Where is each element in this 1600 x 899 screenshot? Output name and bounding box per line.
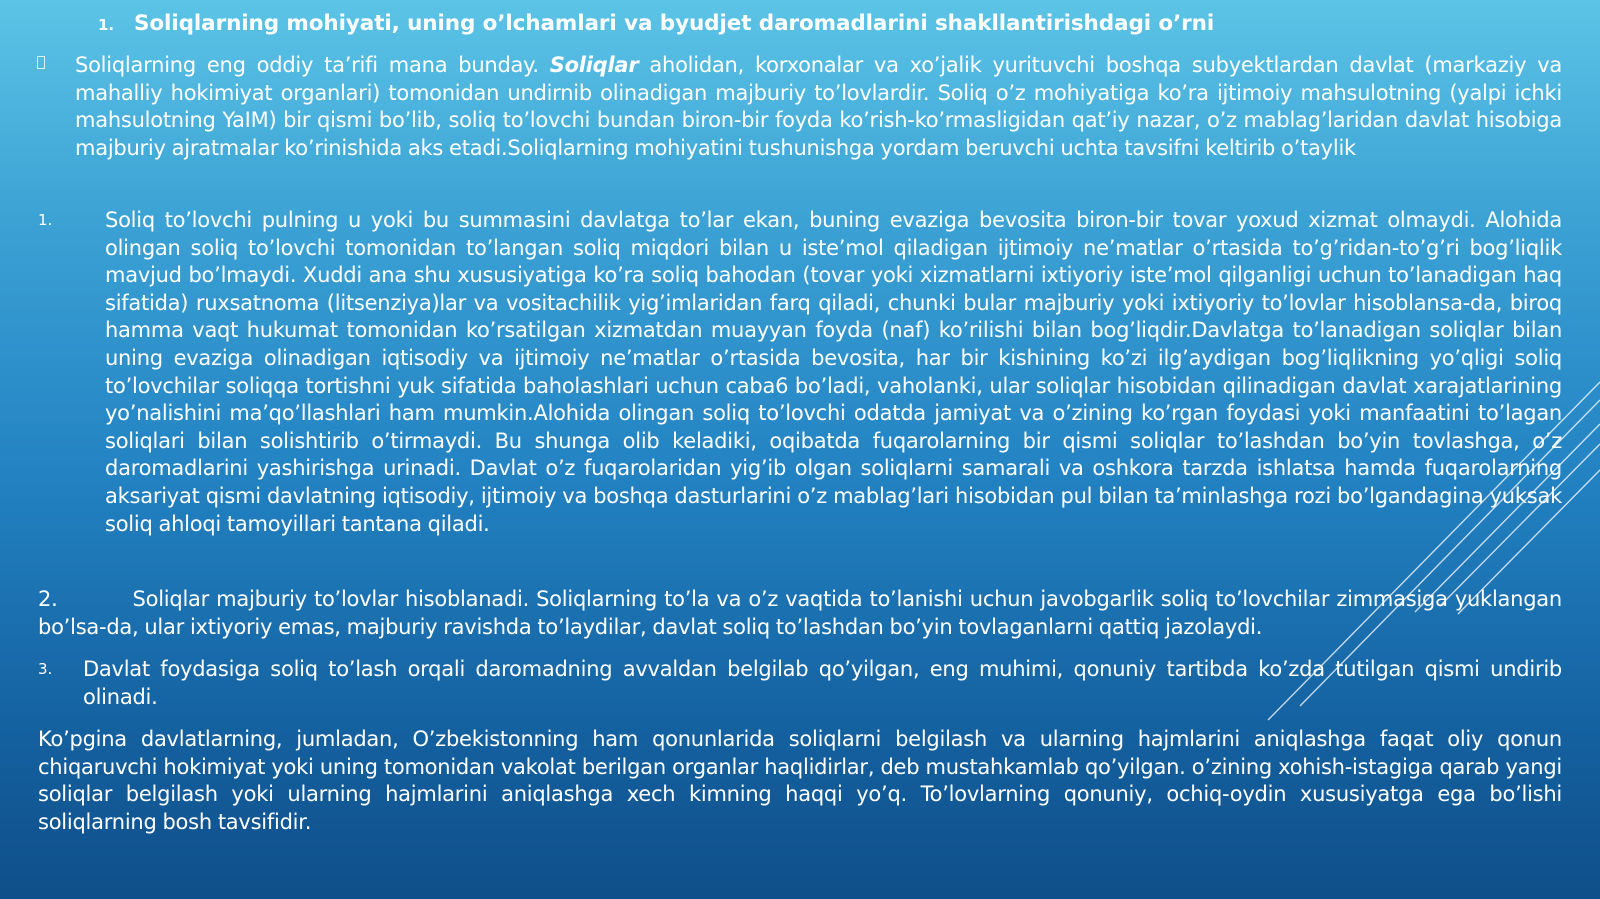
list-item-1-text: Soliq to’lovchi pulning u yoki bu summasini davlatga to’lar ekan, buning evaziga bevosita biron-bir tovar yoxud xizmat olmaydi. Alohida olingan soliq to’lovchi tomonidan to’langan soliq miqdori bilan u iste’mol qiladigan ijtimoiy ne’matlar o’rtasida to’g’ridan-to’g’ri bog’liqlik mavjud bo’lmaydi. Xuddi ana shu xususiyatiga ko’ra soliq bahodan (tovar yoki xizmatlarni ixtiyoriy iste’mol qilganligi uchun to’lanadigan haq sifatida) ruxsatnoma (litsenziya)lar va vositachilik yig’imlaridan farq qiladi, chunki bular majburiy yoki ixtiyoriy to’lovlar hisoblansa-da, biroq hamma vaqt hukumat tomonidan ko’rsatilgan xizmatdan muayyan foyda (naf) ko’rilishi bilan bog’liqdir.Davlatga to’lanadigan soliqlar bilan uning evaziga olinadigan iqtisodiy va ijtimoiy ne’matlar o’rtasida bevosita, har bir kishining ko’zi ilg’aydigan bog’liqlikning yo’qligi soliq to’lovchilar soliqqa tortishni yuk sifatida baholashlari uchun caba6 bo’ladi, vaholanki, ular soliqlar hisobidan qilinadigan davlat xarajatlarining yo’nalishini ma’qo’llashlari ham mumkin.Alohida olingan soliq to’lovchi odatda jamiyat va o’zining ko’rgan foydasi yoki manfaatini to’lagan soliqlari bilan solishtirib o’tirmaydi. Bu shunga olib keladiki, oqibatda fuqarolarning bir qismi soliqlar to’lashdan bo’yin tovlashga, o’z daromadlarini yashirishga urinadi. Davlat o’z fuqarolaridan yig’ib olgan soliqlarni samarali va oshkora tarzda ishlatsa hamda fuqarolarning aksariyat qismi davlatning iqtisodiy, ijtimoiy va boshqa dasturlarini o’z mablag’lari hisobidan pul bilan ta’minlashga rozi bo’lgandagina yuksak soliq ahloqi tamoyillari tantana qiladi. [105,208,1562,536]
bullet-icon [37,56,45,69]
list-item-2-number: 2. [38,587,58,611]
title-text: Soliqlarning mohiyati, uning o’lchamlari va byudjet daromadlarini shakllantirishdagi o’rni [134,11,1215,36]
intro-emphasis: Soliqlar [549,53,639,77]
list-item-3-text: Davlat foydasiga soliq to’lash orqali daromadning avvaldan belgilab qo’yilgan, eng muhimi, qonuniy tartibda ko’zda tutilgan qismi undirib olinadi. [83,657,1562,709]
intro-paragraph [75,52,1562,162]
intro-text-after: aholidan, korxonalar va xo’jalik yurituvchi boshqa subyektlardan davlat (markaziy va mahalliy hokimiyat organlari) tomonidan undirnib olinadigan majburiy to’lovlardir. Soliq o’z mohiyatiga ko’ra ijtimoiy mahsulotning (yalpi ichki mahsulotning YaIM) bir qismi bo’lib, soliq to’lovchi bundan biron-bir foyda ko’rish-ko’rmasligidan qat’iy nazar, o’z mablag’laridan davlat hisobiga majburiy ajratmalar ko’rinishida aks etadi.Soliqlarning mohiyatini tushunishga yordam beruvchi uchta tavsifni keltirib o’taylik [75,53,1562,160]
closing-paragraph: Ko’pgina davlatlarning, jumladan, O’zbekistonning ham qonunlarida soliqlarni belgilash va ularning hajmlarini aniqlashga faqat oliy qonun chiqaruvchi hokimiyat yoki uning tomonidan vakolat berilgan organlar haqlidirlar, deb mustahkamlab qo’yilgan. o’zining xohish-istagiga qarab yangi soliqlar belgilash yoki ularning hajmlarini aniqlashga xech kimning haqqi yo’q. To’lovlarning qonuniy, ochiq-oydin xususiyatga ega bo’lishi soliqlarning bosh tavsifidir. [38,727,1562,834]
list-item-1-number: 1. [38,211,53,229]
title-number: 1. [98,16,114,34]
list-item-3-number: 3. [38,660,53,678]
list-item-2 [38,586,1562,641]
slide-title [98,10,1558,39]
list-item-2-text: Soliqlar majburiy to’lovlar hisoblanadi. Soliqlarning to’la va o’z vaqtida to’lanishi uchun javobgarlik soliq to’lovchilar zimmasiga yuklangan bo’lsa-da, ular ixtiyoriy emas, majburiy ravishda to’laydilar, davlat soliq to’lashdan bo’yin tovlaganlarni qattiq jazolaydi. [38,587,1562,639]
intro-text-before: Soliqlarning eng oddiy ta’rifi mana bunday. [75,53,550,77]
